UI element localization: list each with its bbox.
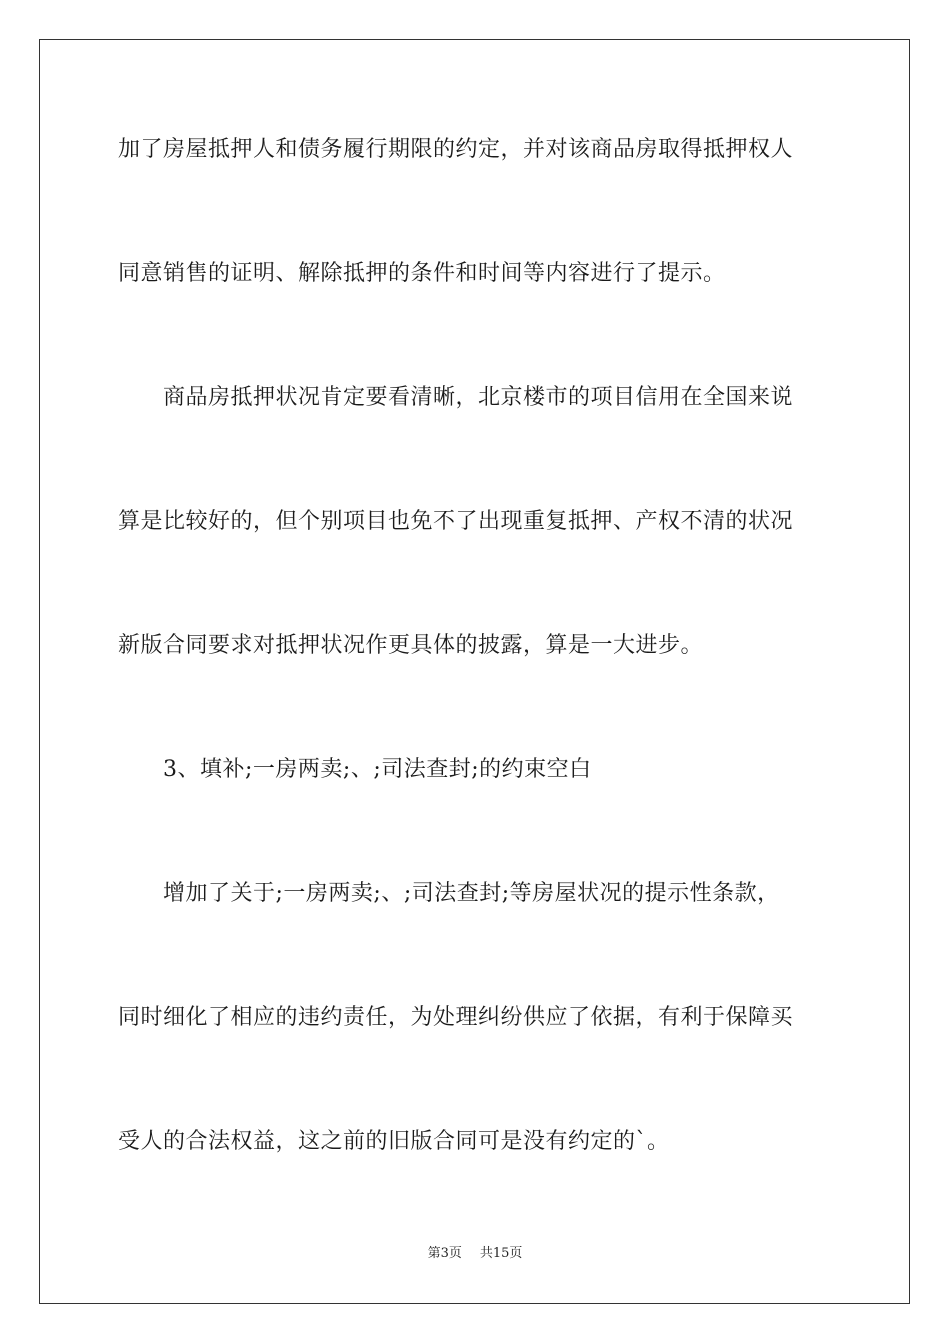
page-frame <box>39 39 910 1304</box>
paragraph-line-4: 算是比较好的，但个别项目也免不了出现重复抵押、产权不清的状况 <box>118 509 794 534</box>
paragraph-line-2: 同意销售的证明、解除抵押的条件和时间等内容进行了提示。 <box>118 261 726 286</box>
paragraph-line-3: 商品房抵押状况肯定要看清晰，北京楼市的项目信用在全国来说 <box>163 385 794 410</box>
page-number: 第3页 <box>427 1246 462 1261</box>
section-heading: 3、填补;一房两卖;、;司法查封;的约束空白 <box>163 757 592 782</box>
page-footer <box>0 1245 950 1263</box>
paragraph-line-5: 新版合同要求对抵押状况作更具体的披露，算是一大进步。 <box>118 633 704 658</box>
paragraph-line-7: 增加了关于;一房两卖;、;司法查封;等房屋状况的提示性条款， <box>163 881 780 906</box>
paragraph-line-1: 加了房屋抵押人和债务履行期限的约定，并对该商品房取得抵押权人 <box>118 137 794 162</box>
paragraph-line-9: 受人的合法权益，这之前的旧版合同可是没有约定的`。 <box>118 1129 670 1154</box>
page-total: 共15页 <box>479 1246 523 1261</box>
paragraph-line-8: 同时细化了相应的违约责任，为处理纠纷供应了依据，有利于保障买 <box>118 1005 794 1030</box>
